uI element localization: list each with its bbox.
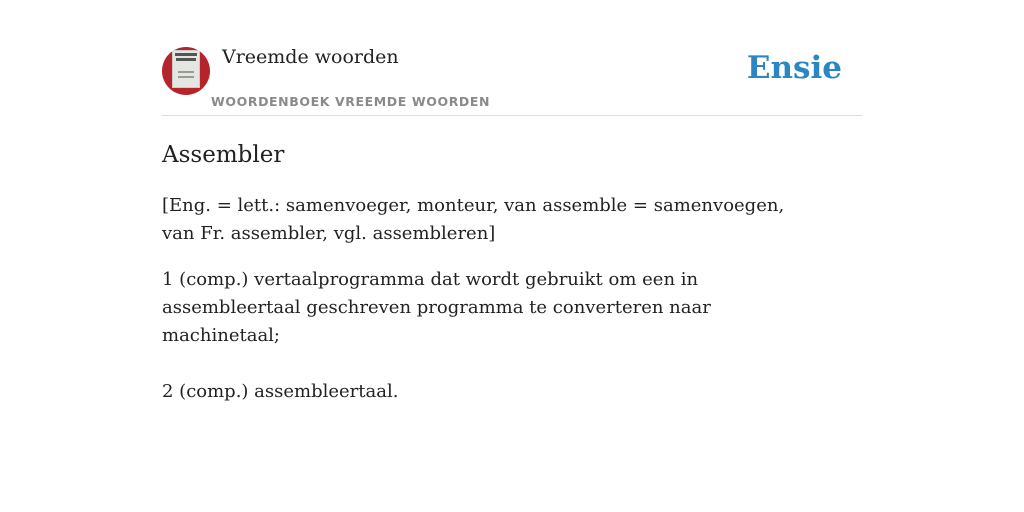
ensie-logo-link[interactable]: Ensie <box>746 50 842 86</box>
dictionary-subtitle: WOORDENBOEK VREEMDE WOORDEN <box>211 94 491 109</box>
entry-word-title: Assembler <box>162 142 285 168</box>
definition-1: 1 (comp.) vertaalprogramma dat wordt gebruikt om een in assembleertaal geschreven programma te converteren naar machinetaal; <box>162 269 711 346</box>
definition-2: 2 (comp.) assembleertaal. <box>162 381 399 402</box>
header <box>162 44 862 116</box>
entry-etymology: [Eng. = lett.: samenvoeger, monteur, van assemble = samenvoegen, van Fr. assembler, vgl. assembleren] <box>162 195 785 244</box>
book-cover-thumbnail <box>172 50 200 88</box>
dictionary-title[interactable]: Vreemde woorden <box>222 46 399 68</box>
book-cover-icon[interactable] <box>162 47 210 95</box>
entry-content <box>162 138 822 406</box>
